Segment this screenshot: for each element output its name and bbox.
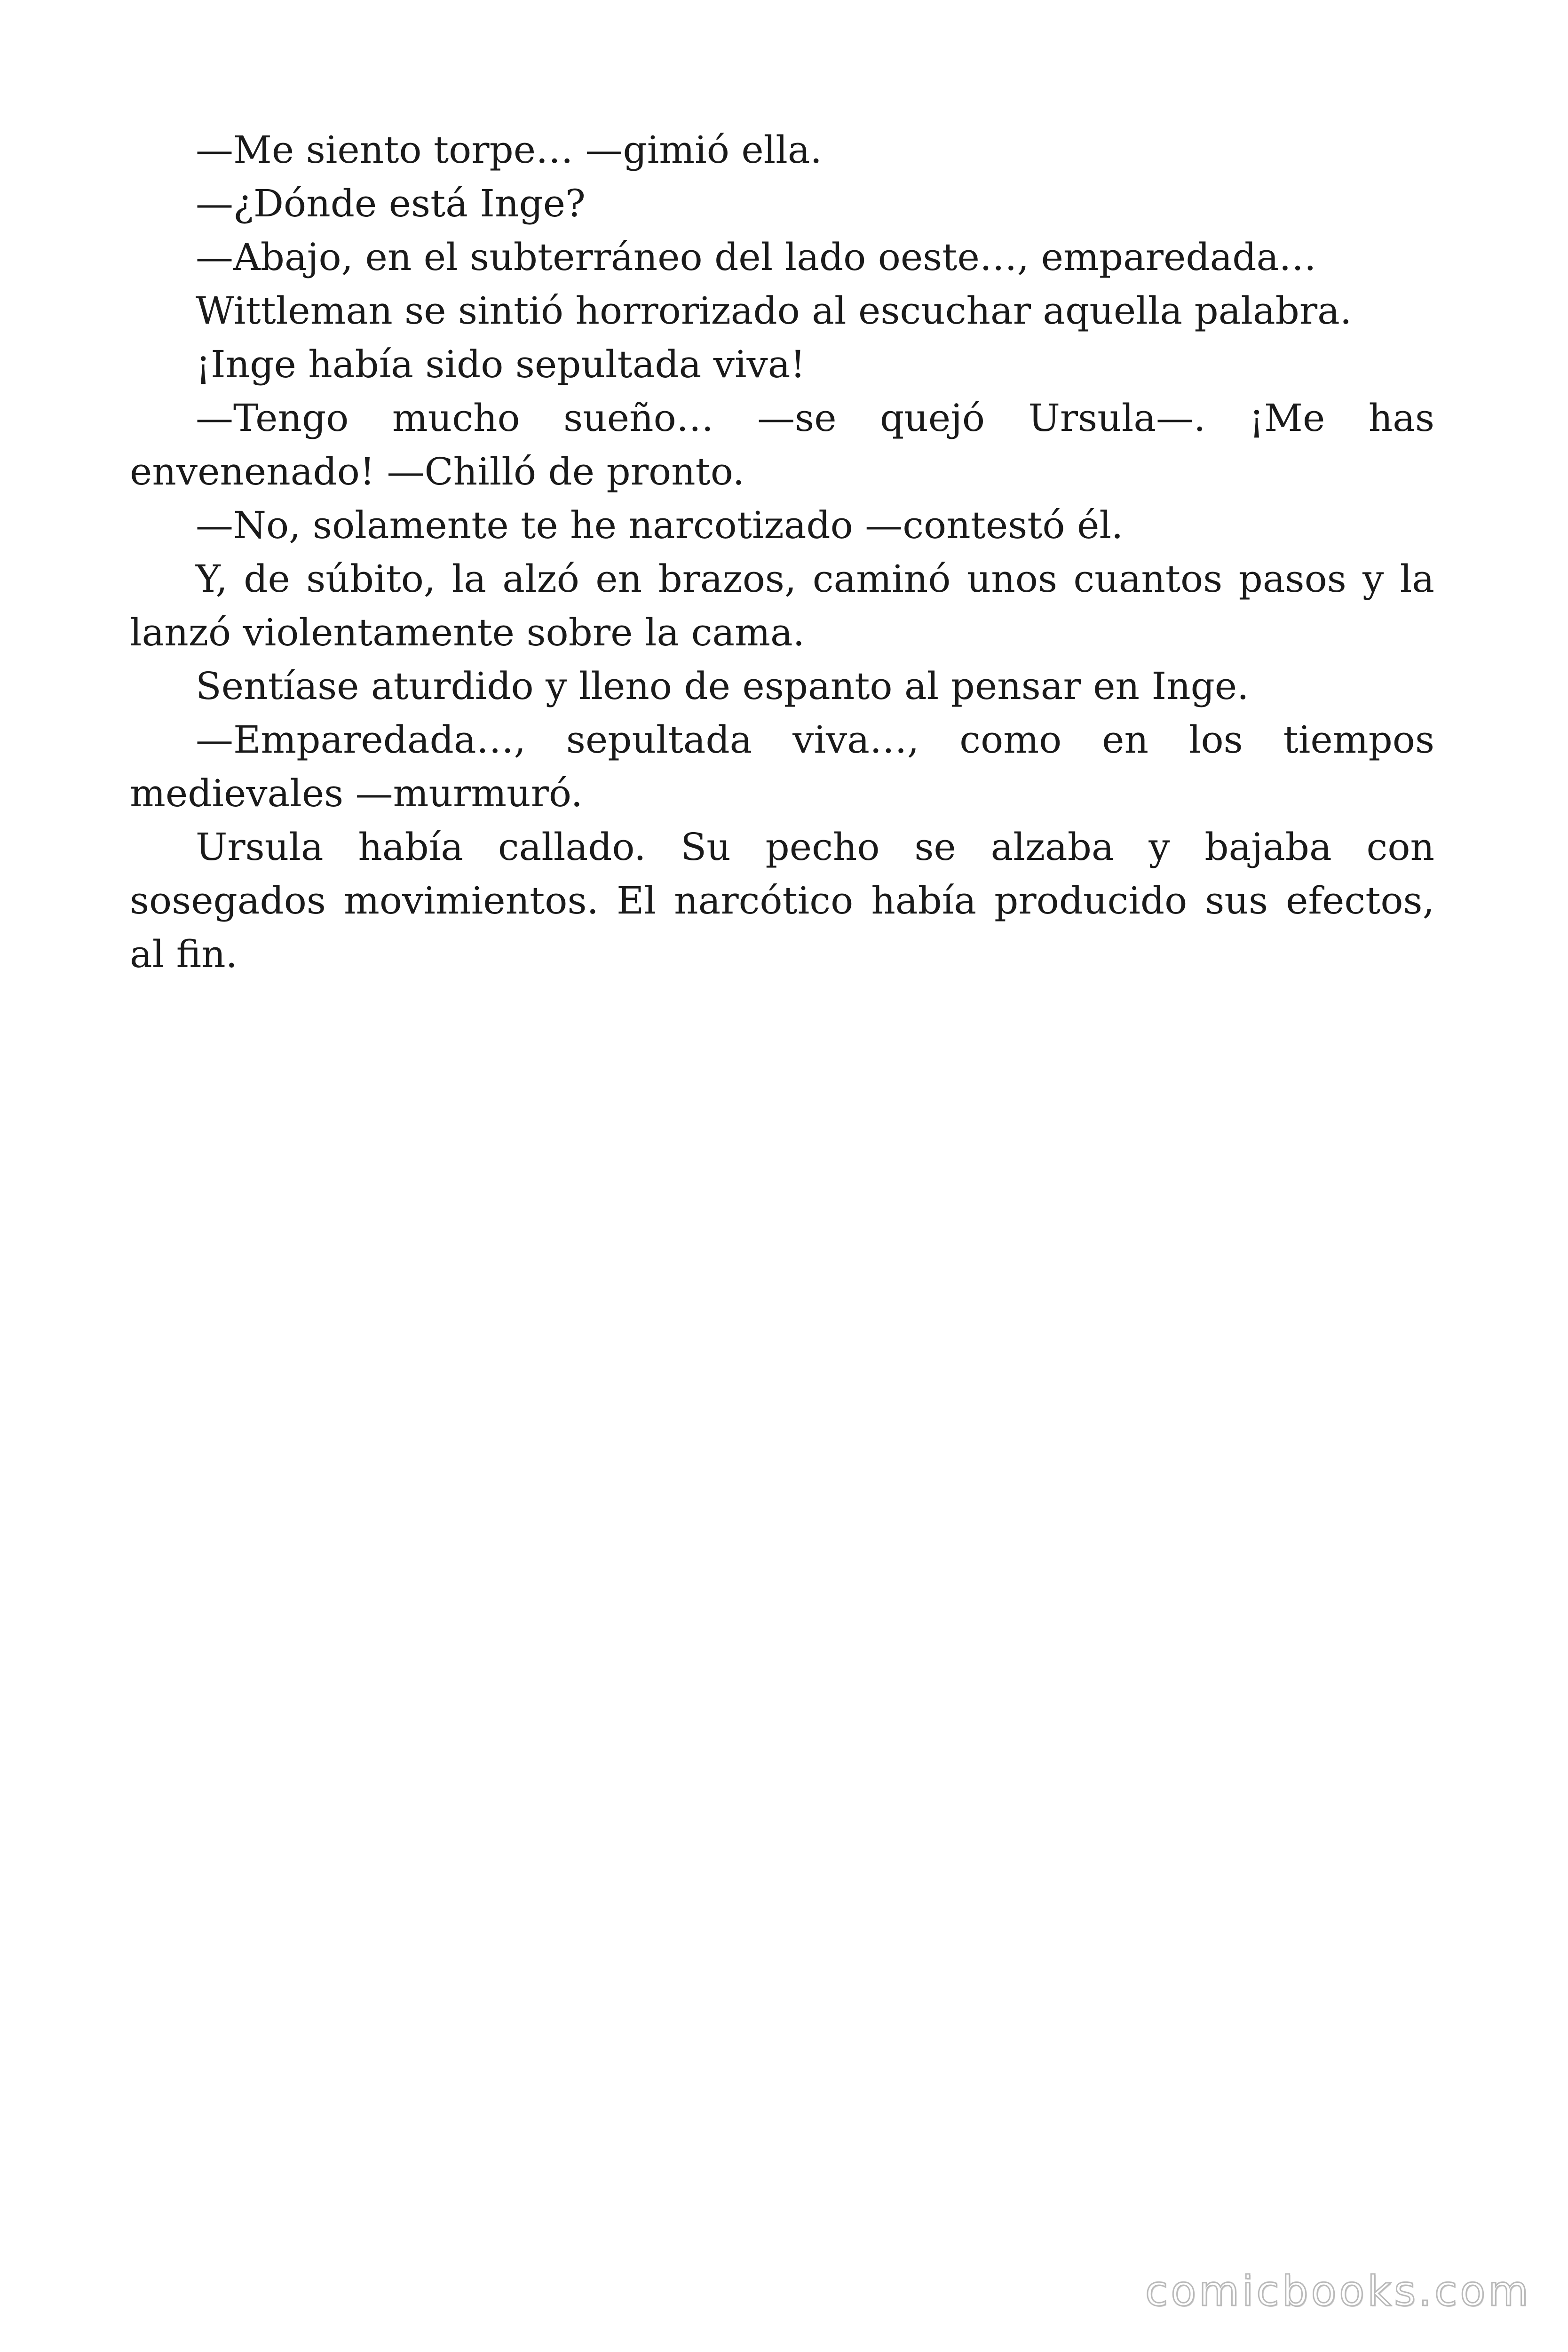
paragraph: Y, de súbito, la alzó en brazos, caminó unos cuantos pasos y la lanzó violentamente sobre la cama. bbox=[130, 557, 1434, 654]
paragraph: Wittleman se sintió horrorizado al escuchar aquella palabra. bbox=[196, 289, 1352, 333]
paragraph: —No, solamente te he narcotizado —contestó él. bbox=[196, 503, 1124, 547]
paragraph: Ursula había callado. Su pecho se alzaba y bajaba con sosegados movimientos. El narcótico había producido sus efectos, al fin. bbox=[130, 825, 1434, 976]
paragraph: —Abajo, en el subterráneo del lado oeste…, emparedada… bbox=[196, 235, 1317, 279]
paragraph: ¡Inge había sido sepultada viva! bbox=[196, 342, 806, 386]
paragraph: —Tengo mucho sueño… —se quejó Ursula—. ¡Me has envenenado! —Chilló de pronto. bbox=[130, 396, 1434, 493]
paragraph: —¿Dónde está Inge? bbox=[196, 182, 586, 225]
paragraph: Sentíase aturdido y lleno de espanto al pensar en Inge. bbox=[196, 664, 1249, 708]
paragraph: —Me siento torpe… —gimió ella. bbox=[196, 128, 822, 172]
watermark: comicbooks.com bbox=[1145, 2267, 1531, 2315]
paragraph: —Emparedada…, sepultada viva…, como en los tiempos medievales —murmuró. bbox=[130, 718, 1434, 815]
body-text bbox=[130, 123, 1434, 981]
